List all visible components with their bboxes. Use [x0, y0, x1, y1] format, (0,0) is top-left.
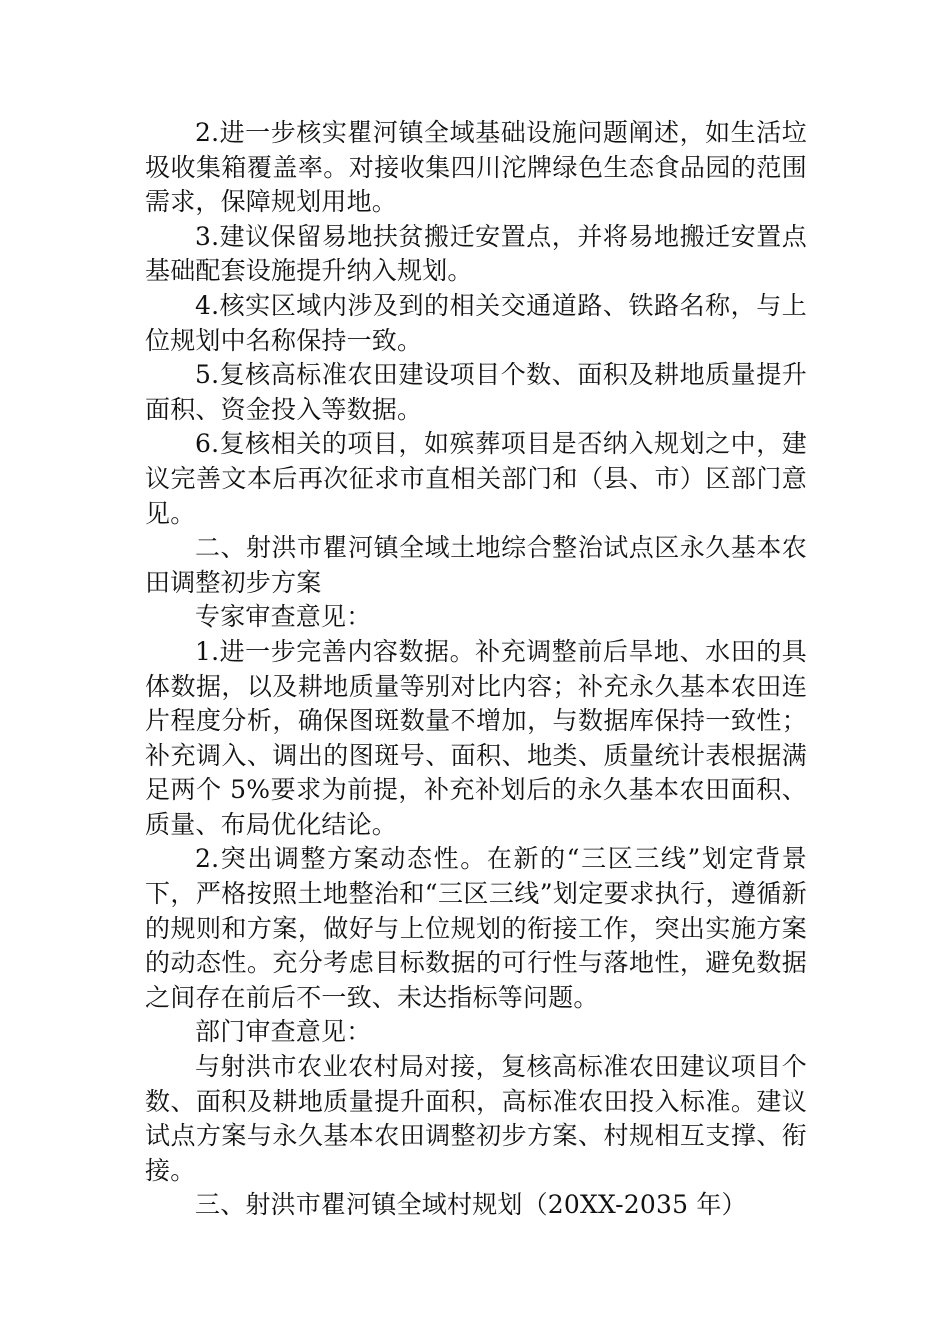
paragraph-item-2-infrastructure: 2.进一步核实瞿河镇全域基础设施问题阐述，如生活垃圾收集箱覆盖率。对接收集四川沱牌绿色生态食品园的范围需求，保障规划用地。 — [145, 118, 807, 217]
section-heading-2: 二、射洪市瞿河镇全域土地综合整治试点区永久基本农田调整初步方案 — [145, 533, 807, 597]
paragraph-expert-2: 2.突出调整方案动态性。在新的“三区三线”划定背景下，严格按照土地整治和“三区三线”划定要求执行，遵循新的规则和方案，做好与上位规划的衔接工作，突出实施方案的动态性。充分考虑目标数据的可行性与落地性，避免数据之间存在前后不一致、未达指标等问题。 — [145, 844, 807, 1012]
paragraph-item-6-projects: 6.复核相关的项目，如殡葬项目是否纳入规划之中，建议完善文本后再次征求市直相关部门和（县、市）区部门意见。 — [145, 429, 807, 528]
department-review-label: 部门审查意见： — [195, 1017, 372, 1047]
paragraph-item-4-roads: 4.核实区域内涉及到的相关交通道路、铁路名称，与上位规划中名称保持一致。 — [145, 290, 807, 355]
paragraph-department-opinion: 与射洪市农业农村局对接，复核高标准农田建议项目个数、面积及耕地质量提升面积，高标准农田投入标准。建议试点方案与永久基本农田调整初步方案、村规相互支撑、衔接。 — [145, 1052, 807, 1185]
paragraph-expert-1: 1.进一步完善内容数据。补充调整前后旱地、水田的具体数据，以及耕地质量等别对比内容；补充永久基本农田连片程度分析，确保图斑数量不增加，与数据库保持一致性；补充调入、调出的图斑号、面积、地类、质量统计表根据满足两个 5%要求为前提，补充补划后的永久基本农田面积、质量、布局优化结论。 — [145, 636, 807, 839]
paragraph-item-3-relocation: 3.建议保留易地扶贫搬迁安置点，并将易地搬迁安置点基础配套设施提升纳入规划。 — [145, 221, 807, 286]
paragraph-item-5-farmland: 5.复核高标准农田建设项目个数、面积及耕地质量提升面积、资金投入等数据。 — [145, 360, 807, 424]
section-heading-3: 三、射洪市瞿河镇全域村规划（20XX-2035 年） — [195, 1190, 747, 1220]
expert-review-label: 专家审查意见： — [195, 602, 372, 632]
document-body — [145, 116, 807, 1223]
